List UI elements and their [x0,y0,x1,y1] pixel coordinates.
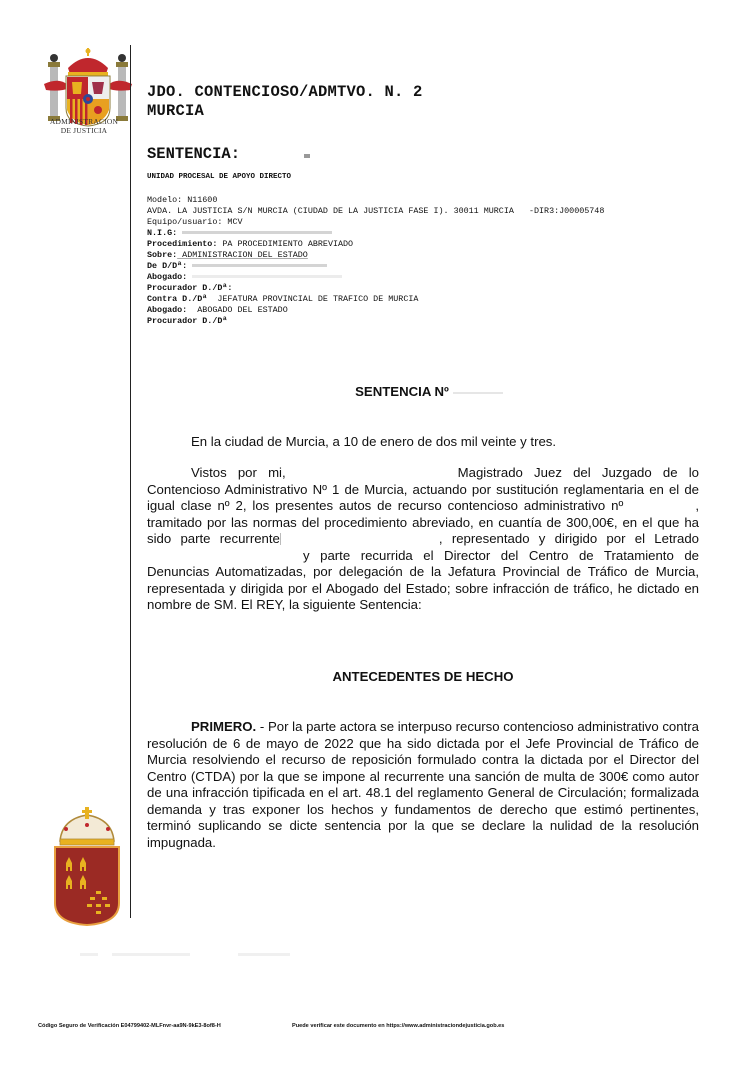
procurador-row: Procurador D./Dª: [147,283,233,293]
sentencia-label: SENTENCIA: [147,145,310,163]
sobre-row: Sobre: ADMINISTRACION DEL ESTADO [147,250,308,260]
address-row: AVDA. LA JUSTICIA S/N MURCIA (CIUDAD DE LA JUSTICIA FASE I). 30011 MURCIA -DIR3:J00005748 [147,206,605,216]
abogado-row: Abogado: [147,272,604,283]
faint-mark [238,953,290,956]
contra-row: Contra D./Dª JEFATURA PROVINCIAL DE TRAFICO DE MURCIA [147,294,419,304]
redacted-sentencia-number [453,392,503,394]
primero-paragraph: PRIMERO. - Por la parte actora se interpuso recurso contencioso administrativo contra resolución de 6 de mayo de 2022 que ha sido dictada por el Jefe Provincial de Tráfico de Murcia resolviendo el recurso de reposición formulado contra la dictada por el Director del Centro (CTDA) por la que se impone al recurrente una sanción de multa de 300€ como autor de una infracción tipificada en el art. 48.1 del reglamento General de Circulación; formalizada demanda y tras exponer los hechos y fundamentos de derecho que estimó pertinentes, terminó suplicando se dicte sentencia por la que se declare la nulidad de la resolución impugnada. [147,719,699,850]
court-title: JDO. CONTENCIOSO/ADMTVO. N. 2 MURCIA [147,83,423,120]
redacted-party [192,264,327,267]
murcia-coat-of-arms-icon [52,805,122,927]
sentencia-heading: SENTENCIA Nº [147,384,705,399]
nig-row: N.I.G: [147,228,604,239]
abogado-estado-row: Abogado: ABOGADO DEL ESTADO [147,305,288,315]
redacted-number [304,154,310,158]
procedimiento-row: Procedimiento: PA PROCEDIMIENTO ABREVIADO [147,239,354,249]
modelo-row: Modelo: N11600 [147,195,218,205]
margin-rule [130,45,131,918]
de-row: De D/Dª: [147,261,604,272]
footer-verify: Puede verificar este documento en https://www.administraciondejusticia.gob.es [292,1023,505,1029]
date-paragraph: En la ciudad de Murcia, a 10 de enero de dos mil veinte y tres. [191,434,557,449]
vistos-paragraph: Vistos por mi, Magistrado Juez del Juzgado de lo Contencioso Administrativo Nº 1 de Murcia, actuando por sustitución reglamentaria en el de igual clase nº 2, los presentes autos de recurso contencioso administrativo nº , tramitado por las normas del procedimiento abreviado, en cuantía de 300,00€, en el que ha sido parte recurrente , representado y dirigido por el Letradoy parte recurrida el Director del Centro de Tratamiento de Denuncias Automatizadas, por delegación de la Jefatura Provincial de Tráfico de Murcia, representada y dirigida por el Abogado del Estado; sobre infracción de tráfico, he dictado en nombre de SM. El REY, la siguiente Sentencia: [147,465,700,612]
faint-mark [112,953,190,956]
redacted-lawyer [192,275,342,278]
case-metadata [147,195,604,327]
footer-csv: Código Seguro de Verificación E04799402-MLFnvr-aa9N-9kE3-8of8-H [38,1023,221,1029]
procurador2-row: Procurador D./Dª [147,316,228,326]
redacted-nig [182,231,332,234]
antecedentes-heading: ANTECEDENTES DE HECHO [332,669,514,684]
faint-mark [80,953,98,956]
equipo-row: Equipo/usuario: MCV [147,217,243,227]
unidad-procesal: UNIDAD PROCESAL DE APOYO DIRECTO [147,173,292,181]
logo-caption: ADMINISTRACION DE JUSTICIA [49,117,119,135]
